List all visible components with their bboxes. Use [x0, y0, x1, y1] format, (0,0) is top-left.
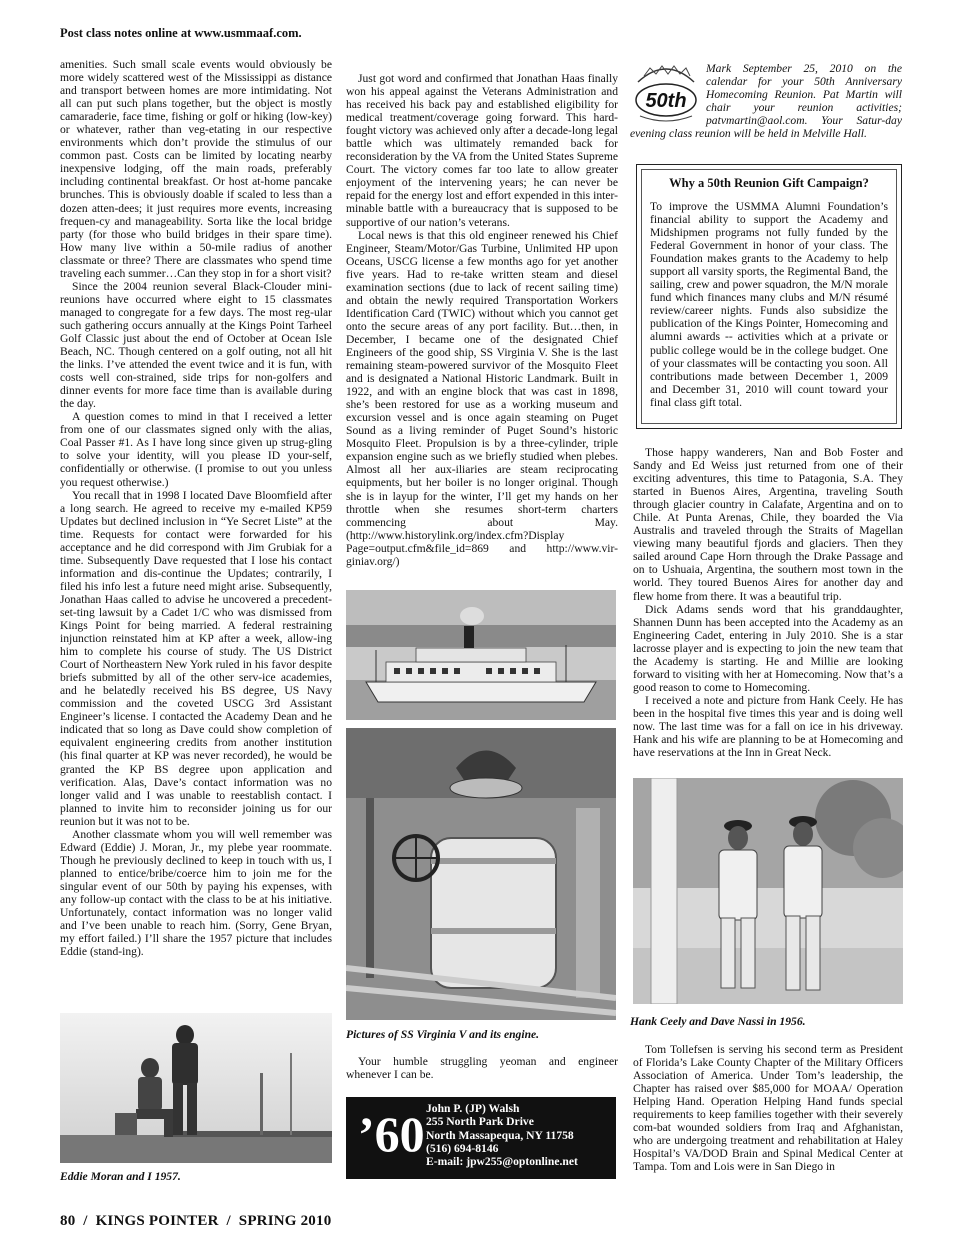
- column-2: [346, 72, 618, 568]
- contact-email: E-mail: jpw255@optonline.net: [426, 1155, 578, 1169]
- contact-city: North Massapequa, NY 11758: [426, 1128, 574, 1142]
- col1-paragraph: Another classmate whom you will well remember was Edward (Eddie) J. Moran, Jr., my plebe year roommate. Though he previously declined to keep in touch with us, I planned to entice/bribe/coerce him to join me for the singular event of our 50th by paying his expenses, with any follow-up contact with the class to be at his initiative. Unfortunately, contact information was no longer valid and I’ve been unable to reach him. (Sorry, Gene Bryan, my effort failed.) I’ll share the 1957 picture that includes Eddie (stand-ing).: [60, 827, 332, 959]
- eddie-moran-photo: [60, 1013, 332, 1163]
- col2-closing-paragraph: Your humble struggling yeoman and engineer whenever I can be.: [346, 1055, 618, 1082]
- contact-street: 255 North Park Drive: [426, 1115, 534, 1129]
- column-3: [633, 446, 903, 759]
- eddie-photo-caption: Eddie Moran and I 1957.: [60, 1170, 181, 1183]
- class-contact-address: [426, 1102, 578, 1168]
- column-1: [60, 58, 332, 958]
- hank-ceely-photo: [633, 778, 903, 1004]
- col1-paragraph: Since the 2004 reunion several Black-Clouder mini-reunions have occurred where eight to 15 classmates managed to congregate for a few days. The most reg-ular such gathering occurs annually at the Kings Point Tarheel Golf Classic just about the end of October at Ocean Isle Beach, NC. Though centered on a golf outing, not all hit the links. I’ve attended the event twice and it is fun, with costs well con-strained, side trips for non-golfers and dinner events for more face time than is available during the day.: [60, 279, 332, 411]
- gift-campaign-body: To improve the USMMA Alumni Foundation’s financial ability to support the Academy and Midshipmen programs not fully funded by the Federal Government in honor of your class. The Foundation makes grants to the Academy to help support all varsity sports, the Regimental Band, the sailing, crew and power squadron, the M/N morale fund which finances many clubs and M/N résumé review/career nights. Funds also subsidize the publication of the Kings Pointer, Homecoming and alumni awards -- activities which at a private or public college would be in the college budget. One of your classmates will be contacting you soon. All contributions made between December 1, 2009 and December 31, 2010 will count toward your final class gift total.: [650, 200, 888, 409]
- hank-photo-caption: Hank Ceely and Dave Nassi in 1956.: [630, 1015, 806, 1028]
- col1-paragraph: A question comes to mind in that I received a letter from one of our classmates signed only with the alias, Coal Passer #1. As I have long since given up strug-gling to solve your identity, will you please ID your-self, confidentially or otherwise. (I promise to out you unless you request otherwise.): [60, 410, 332, 489]
- announcement-text: Mark September 25, 2010 on the calendar for your 50th Anniversary Homecoming Reunion. Pat Martin will chair your reunion activities; patvmartin@aol.com. Your Satur-day evening class reunion will be held in Melville Hall.: [630, 62, 902, 141]
- gift-campaign-box: [636, 164, 902, 429]
- contact-phone: (516) 694-8146: [426, 1141, 499, 1155]
- col2-closing: [346, 1055, 618, 1081]
- col1-paragraph: amenities. Such small scale events would obviously be more widely scattered west of the Mississippi as distance and transport between homes are more intimidating. Not all can put such plans together, but the object is mostly camaraderie, face time, fishing or golf or hiking (low-key) or whatever, rather than veg-etating in our respective environments which don’t provide the stimulus of our common past. Costs can be limited by locating nearby inexpensive lodging, off the main roads, preferably including continental breakfast. Or host at-home pancake brunches. This is obviously doable if scaled to less than a dozen atten-dees; it just requires more events, increasing frequen-cy and manageability. Sorta like the local bridge party (for those who build bridges in their spare time). How many live within a 50-mile radius of another classmate or three? There are classmates who spend time traveling each summer…Can they stop in for a short visit?: [60, 58, 332, 280]
- col3-paragraph: Those happy wanderers, Nan and Bob Foster and Sandy and Ed Weiss just returned from one of their exciting adventures, this time to Patagonia, S.A. They started in Buenos Aires, Argentina, traveling South through glacier country in Calafate, Argentina and on to Chile. At Punta Arenas, Chile, they boarded the Via Australis and traveled through the Straits of Magellan viewing many beautiful fjords and glaciers. Then they sailed around Cape Horn through the Drake Passage and on to Ushuaia, Argentina, the southern most town in the world. They toured Buenos Aires for another day and flew home from there. It was a beautiful trip.: [633, 446, 903, 603]
- col3-paragraph: I received a note and picture from Hank Ceely. He has been in the hospital five times this year and is doing well now. The last time was for a fall on ice in his driveway. Hank and his wife are planning to be at Homecoming and have reservations at the Inn in Great Neck.: [633, 693, 903, 760]
- col3c-paragraph: Tom Tollefsen is serving his second term as President of Florida’s Lake County Chapter of the Military Officers Association of America. Under Tom’s leadership, the Chapter has raised over $85,000 for MOAA/ Operation Helping Hand. Operation Helping Hand funds special requirements to keep families together with their severely com-bat wounded soldiers from Iraq and Afghanistan, who are undergoing treatment and rehabilitation at Haley Hospital’s VA/DOD Brain and Spinal Medical Center at Tampa. Tom and Lois were in San Diego in: [633, 1043, 903, 1174]
- contact-name: John P. (JP) Walsh: [426, 1102, 520, 1115]
- page-header: Post class notes online at www.usmmaaf.com.: [60, 26, 302, 40]
- 50th-seal-icon: [630, 60, 702, 126]
- col2-paragraph: Just got word and confirmed that Jonathan Haas finally won his appeal against the Veterans Administration and has received his back pay and established eligibility for medical treatment/coverage going forward. This hard-fought victory was achieved only after a decade-long legal battle which was ultimately remanded back for reconsideration by the VA from the United States Supreme Court. The victory comes far too late to allow greater enjoyment of the intervening years; he can never be repaid for the energy lost and effort expended in this inter-minable battle with a bureaucracy that is supposed to be supportive of our nation’s veterans.: [346, 72, 618, 229]
- col3-paragraph: Dick Adams sends word that his granddaughter, Shannen Dunn has been accepted into the Academy as an Engineering Cadet, entering in July 2010. She is a star lacrosse player and is expecting to join the new team that the Academy is starting. He and Millie are looking forward to visiting with her at Homecoming. Now that’s a good reason to come to Homecoming.: [633, 602, 903, 694]
- ship-photo: [346, 590, 616, 720]
- class-year: ’60: [358, 1106, 425, 1162]
- col2-paragraph: Local news is that this old engineer renewed his Chief Engineer, Steam/Motor/Gas Turbine, Unlimited HP upon Oceans, USCG license a few months ago for yet another five years. Had to re-take written steam and diesel examination sections (due to lack of recent sailing time) and obtain the newly required Transportation Workers Identification Card (TWIC) without which you cannot get onto the secure areas of any port facility. But…then, in December, I became one of the designated Chief Engineers of the good ship, SS Virginia V. She is the last remaining steam-powered survivor of the Mosquito Fleet and is designated a National Historic Landmark. Built in 1922, and with an engine block that was cast in 1898, she’s been restored for use as a working museum and excursion vessel and is once again steaming on Puget Sound as a living reminder of Puget Sound’s historic Mosquito Fleet. Propulsion is by a three-cylinder, triple expansion engine such as we briefly studied when plebes. Almost all her aux-iliaries are steam reciprocating equipments, but her boiler is no longer original. Though she is in layup for the winter, I’ll get my hands on her throttle when she resumes short-term charters commencing about May. (http://www.historylink.org/index.cfm?Display Page=output.cfm&file_id=869 and http://www.vir-giniav.org/): [346, 228, 618, 568]
- page-footer: 80 / KINGS POINTER / SPRING 2010: [60, 1213, 332, 1229]
- gift-campaign-title: Why a 50th Reunion Gift Campaign?: [669, 176, 869, 190]
- reunion-announcement: [630, 62, 902, 140]
- col1-paragraph: You recall that in 1998 I located Dave Bloomfield after a long search. He agreed to receive my e-mailed KP59 Updates but declined inclusion in “Ye Secret Liste” at the time. Requests for contact were forwarded for his acceptance and he did correspond with Jim Grubiak for a time. Subsequently Dave requested that I lose his contact information and dis-continue the Updates; contrarily, I filed his info lest a future need might arise. Subsequently, Jonathan Haas called to advise he uncovered a precedent-set-ting lawsuit by a Cadet 1/C who was dismissed from Kings Point for being married. A federal restraining injunction reinstated him at KP after a week, allow-ing him to complete his course of study. The US District Court of Northeastern New York ruled in his favor despite briefs submitted by all of the other serv-ice academies, and he belatedly received his BS degree, US Navy commission and the coveted USCG 3rd Assistant Engineer’s license. I contacted the Academy Dean and he indicated that so long as Dave could show completion of equivalent engineering credits from another institution (his final quarter at KP was never recorded), he would be granted the KP BS degree upon application and verification. Alas, Dave’s contact information was no longer valid and I was unable to reestablish contact. I planned to invite him to reconsider joining us for our reunion but it was not to be.: [60, 488, 332, 828]
- engine-photo: [346, 728, 616, 1020]
- gift-campaign-inner: [641, 169, 897, 424]
- seal-label: 50th: [645, 90, 687, 112]
- class-contact-box: [346, 1097, 616, 1179]
- column-3-continued: [633, 1043, 903, 1173]
- virginia-caption: Pictures of SS Virginia V and its engine.: [346, 1028, 540, 1041]
